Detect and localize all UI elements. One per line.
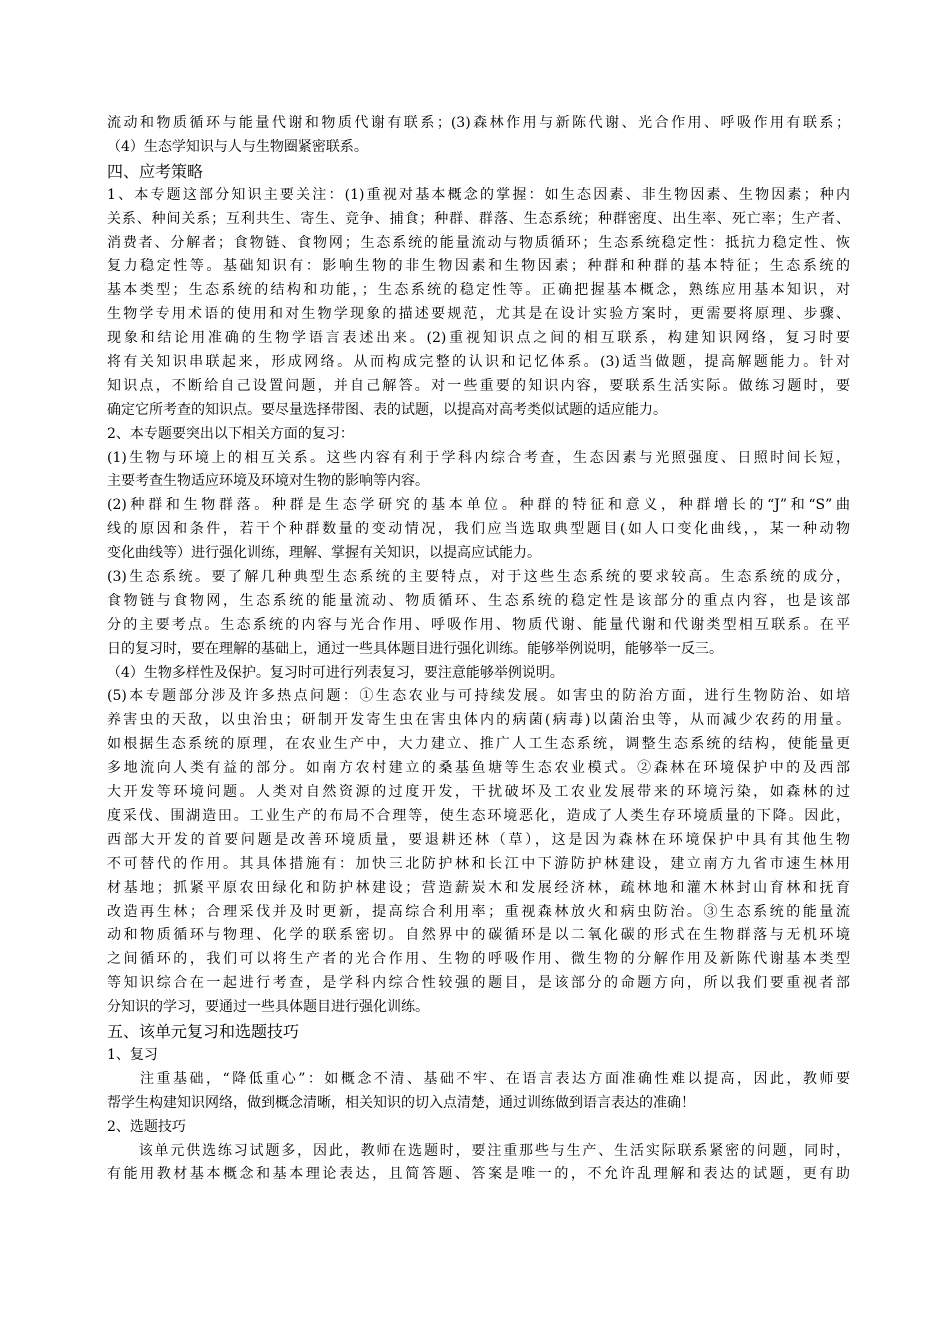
text-line: 改造再生林；合理采伐并及时更新，提高综合利用率；重视森林放火和病虫防治。③生态系统的能量流 [107, 903, 850, 920]
text-line: (5)本专题部分涉及许多热点问题：①生态农业与可持续发展。如害虫的防治方面，进行生物防治、如培 [107, 688, 850, 705]
text-line: 1、本专题这部分知识主要关注：(1)重视对基本概念的掌握：如生态因素、非生物因素、生物因素；种内 [107, 186, 850, 203]
text-line: 之间循环的，我们可以将生产者的光合作用、生物的呼吸作用、微生物的分解作用及新陈代谢基本类型 [107, 951, 850, 968]
text-line: 帮学生构建知识网络，做到概念清晰，相关知识的切入点清楚，通过训练做到语言表达的准确！ [107, 1094, 695, 1111]
text-line: 大开发等环境问题。人类对自然资源的过度开发，干扰破坏及工农业发展带来的环境污染，如森林的过 [107, 784, 850, 801]
text-line: 消费者、分解者；食物链、食物网；生态系统的能量流动与物质循环；生态系统稳定性：抵抗力稳定性、恢 [107, 234, 850, 251]
text-line: 生物学专用术语的使用和对生物学现象的描述要规范，尤其是在设计实验方案时，更需要将原理、步骤、 [107, 306, 850, 323]
text-line: 2、选题技巧 [107, 1118, 186, 1135]
text-line: （4）生物多样性及保护。复习时可进行列表复习，要注意能够举例说明。 [107, 664, 564, 681]
text-line: 注重基础，“降低重心”：如概念不清、基础不牢、在语言表达方面准确性难以提高，因此，教师要 [107, 1070, 850, 1087]
text-line: 西部大开发的首要问题是改善环境质量，要退耕还林（草），这是因为森林在环境保护中具有其他生物 [107, 831, 850, 848]
text-line: 将有关知识串联起来，形成网络。从而构成完整的认识和记忆体系。(3)适当做题，提高解题能力。针对 [107, 354, 850, 371]
text-line: 等知识综合在一起进行考查，是学科内综合性较强的题目，是该部分的命题方向，所以我们要重视者部 [107, 975, 850, 992]
text-line: 不可替代的作用。其具体措施有：加快三北防护林和长江中下游防护林建设，建立南方九省市速生林用 [107, 855, 850, 872]
text-line: 关系、种间关系；互利共生、寄生、竞争、捕食；种群、群落、生态系统；种群密度、出生率、死亡率；生产者、 [107, 210, 850, 227]
text-line: 基本类型；生态系统的结构和功能，；生态系统的稳定性等。正确把握基本概念，熟练应用基本知识，对 [107, 282, 850, 299]
text-line: 线的原因和条件，若干个种群数量的变动情况，我们应当选取典型题目(如人口变化曲线，，某一种动物 [107, 521, 850, 538]
text-line: 日的复习时，要在理解的基础上，通过一些具体题目进行强化训练。能够举例说明，能够举一反三。 [107, 640, 723, 657]
text-line: 2、本专题要突出以下相关方面的复习： [107, 425, 354, 442]
text-line: (3)生态系统。要了解几种典型生态系统的主要特点，对于这些生态系统的要求较高。生态系统的成分， [107, 569, 850, 586]
text-line: 该单元供选练习试题多，因此，教师在选题时，要注重那些与生产、生活实际联系紧密的问题，同时， [107, 1142, 850, 1159]
text-line: 动和物质循环与物理、化学的联系密切。自然界中的碳循环是以二氧化碳的形式在生物群落与无机环境 [107, 927, 850, 944]
text-line: 流动和物质循环与能量代谢和物质代谢有联系；(3)森林作用与新陈代谢、光合作用、呼吸作用有联系； [107, 115, 850, 131]
text-line: 分知识的学习，要通过一些具体题目进行强化训练。 [107, 999, 429, 1016]
text-line: (1)生物与环境上的相互关系。这些内容有利于学科内综合考查，生态因素与光照强度、日照时间长短， [107, 449, 850, 466]
section-heading: 五、该单元复习和选题技巧 [107, 1021, 300, 1041]
text-line: 主要考查生物适应环境及环境对生物的影响等内容。 [107, 473, 429, 490]
text-line: 度采伐、围湖造田。工业生产的布局不合理等，使生态环境恶化，造成了人类生存环境质量的下降。因此， [107, 807, 850, 824]
text-line: 知识点，不断给自己设置问题，并自己解答。对一些重要的知识内容，要联系生活实际。做练习题时，要 [107, 377, 850, 394]
text-line: 养害虫的天敌，以虫治虫；研制开发寄生虫在害虫体内的病菌(病毒)以菌治虫等，从而减少农药的用量。 [107, 712, 850, 729]
text-line: 有能用教材基本概念和基本理论表达，且简答题、答案是唯一的，不允许乱理解和表达的试题，更有助 [107, 1166, 850, 1183]
text-line: 如根据生态系统的原理，在农业生产中，大力建立、推广人工生态系统，调整生态系统的结构，使能量更 [107, 736, 850, 753]
section-heading: 四、应考策略 [107, 161, 204, 181]
text-line: 现象和结论用准确的生物学语言表述出来。(2)重视知识点之间的相互联系，构建知识网络，复习时要 [107, 330, 850, 347]
text-line: 分的主要考点。生态系统的内容与光合作用、呼吸作用、物质代谢、能量代谢和代谢类型相互联系。在平 [107, 616, 850, 633]
text-line: 1、复习 [107, 1046, 158, 1063]
document-page [107, 112, 850, 1187]
text-line: 变化曲线等）进行强化训练，理解、掌握有关知识，以提高应试能力。 [107, 545, 541, 562]
text-line: 材基地；抓紧平原农田绿化和防护林建设；营造薪炭木和发展经济林，疏林地和灌木林封山育林和抚育 [107, 879, 850, 896]
text-line: 食物链与食物网，生态系统的能量流动、物质循环、生态系统的稳定性是该部分的重点内容，也是该部 [107, 592, 850, 609]
text-line: （4）生态学知识与人与生物圈紧密联系。 [107, 138, 368, 155]
text-line: 多地流向人类有益的部分。如南方农村建立的桑基鱼塘等生态农业模式。②森林在环境保护中的及西部 [107, 760, 850, 777]
text-line: 复力稳定性等。基础知识有：影响生物的非生物因素和生物因素；种群和种群的基本特征；生态系统的 [107, 258, 850, 275]
text-line: 确定它所考查的知识点。要尽量选择带图、表的试题，以提高对高考类似试题的适应能力。 [107, 401, 667, 418]
text-line: (2)种群和生物群落。种群是生态学研究的基本单位。种群的特征和意义，种群增长的“J”和“S”曲 [107, 497, 850, 514]
